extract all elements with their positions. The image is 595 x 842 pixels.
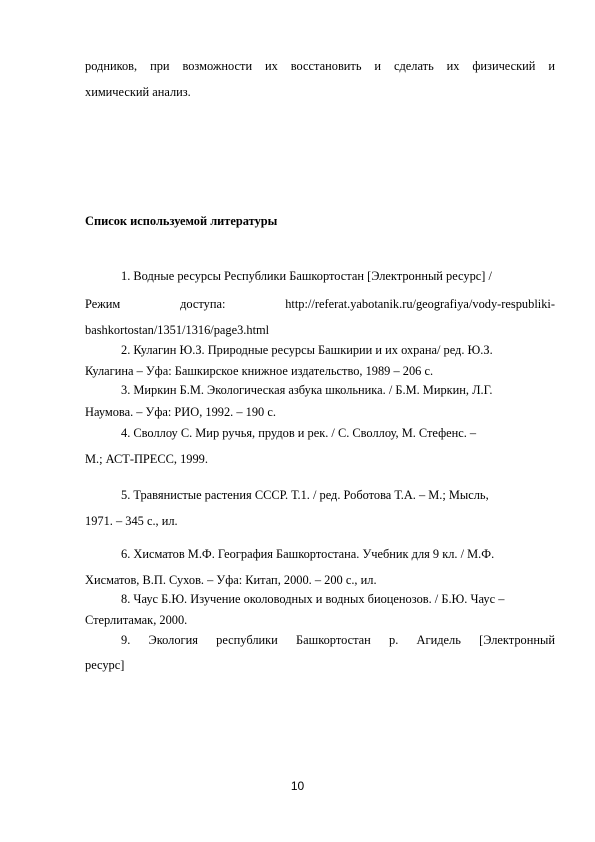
reference-1-line-2 <box>85 296 555 312</box>
word: Агидель <box>416 633 461 647</box>
word: 9. <box>121 633 131 647</box>
reference-4-line-2: М.; АСТ-ПРЕСС, 1999. <box>85 452 208 466</box>
reference-1-line-3: bashkortostan/1351/1316/page3.html <box>85 323 270 337</box>
page-number: 10 <box>290 779 305 793</box>
word: и <box>374 59 382 73</box>
reference-2-line-1: 2. Кулагин Ю.З. Природные ресурсы Башкирии и их охрана/ ред. Ю.З. <box>121 343 493 357</box>
word: возможности <box>182 59 253 73</box>
reference-2-line-2: Кулагина – Уфа: Башкирское книжное издательство, 1989 – 206 с. <box>85 364 434 378</box>
word: их <box>265 59 278 73</box>
bibliography-heading: Список используемой литературы <box>85 214 278 228</box>
word: физический <box>472 59 536 73</box>
word: восстановить <box>290 59 362 73</box>
reference-3-line-1: 3. Миркин Б.М. Экологическая азбука школьника. / Б.М. Миркин, Л.Г. <box>121 383 493 397</box>
reference-8-line-2: Стерлитамак, 2000. <box>85 613 188 627</box>
word: при <box>150 59 170 73</box>
reference-9-line-2: ресурс] <box>85 658 125 672</box>
word: Башкортостан <box>296 633 371 647</box>
reference-url: http://referat.yabotanik.ru/geografiya/vody-respubliki- <box>285 297 555 311</box>
word: р. <box>389 633 399 647</box>
word: [Электронный <box>479 633 555 647</box>
word: родников, <box>85 59 138 73</box>
word: и <box>548 59 555 73</box>
reference-9-line-1 <box>121 632 555 648</box>
reference-5-line-1: 5. Травянистые растения СССР. Т.1. / ред. Роботова Т.А. – М.; Мысль, <box>121 488 489 502</box>
word: Экология <box>148 633 198 647</box>
word: республики <box>216 633 278 647</box>
reference-8-line-1: 8. Чаус Б.Ю. Изучение околоводных и водных биоценозов. / Б.Ю. Чаус – <box>121 592 505 606</box>
word: доступа: <box>180 297 226 311</box>
word: их <box>446 59 460 73</box>
word: сделать <box>393 59 434 73</box>
intro-line-1 <box>85 58 555 74</box>
reference-5-line-2: 1971. – 345 с., ил. <box>85 514 178 528</box>
reference-6-line-2: Хисматов, В.П. Сухов. – Уфа: Китап, 2000. – 200 с., ил. <box>85 573 377 587</box>
reference-1-line-1 <box>121 268 555 284</box>
reference-4-line-1: 4. Своллоу С. Мир ручья, прудов и рек. / С. Своллоу, М. Стефенс. – <box>121 426 477 440</box>
reference-3-line-2: Наумова. – Уфа: РИО, 1992. – 190 с. <box>85 405 276 419</box>
reference-6-line-1: 6. Хисматов М.Ф. География Башкортостана. Учебник для 9 кл. / М.Ф. <box>121 547 495 561</box>
word: Режим <box>85 297 121 311</box>
reference-text: 1. Водные ресурсы Республики Башкортостан [Электронный ресурс] / <box>121 269 492 283</box>
intro-line-2: химический анализ. <box>85 85 191 99</box>
